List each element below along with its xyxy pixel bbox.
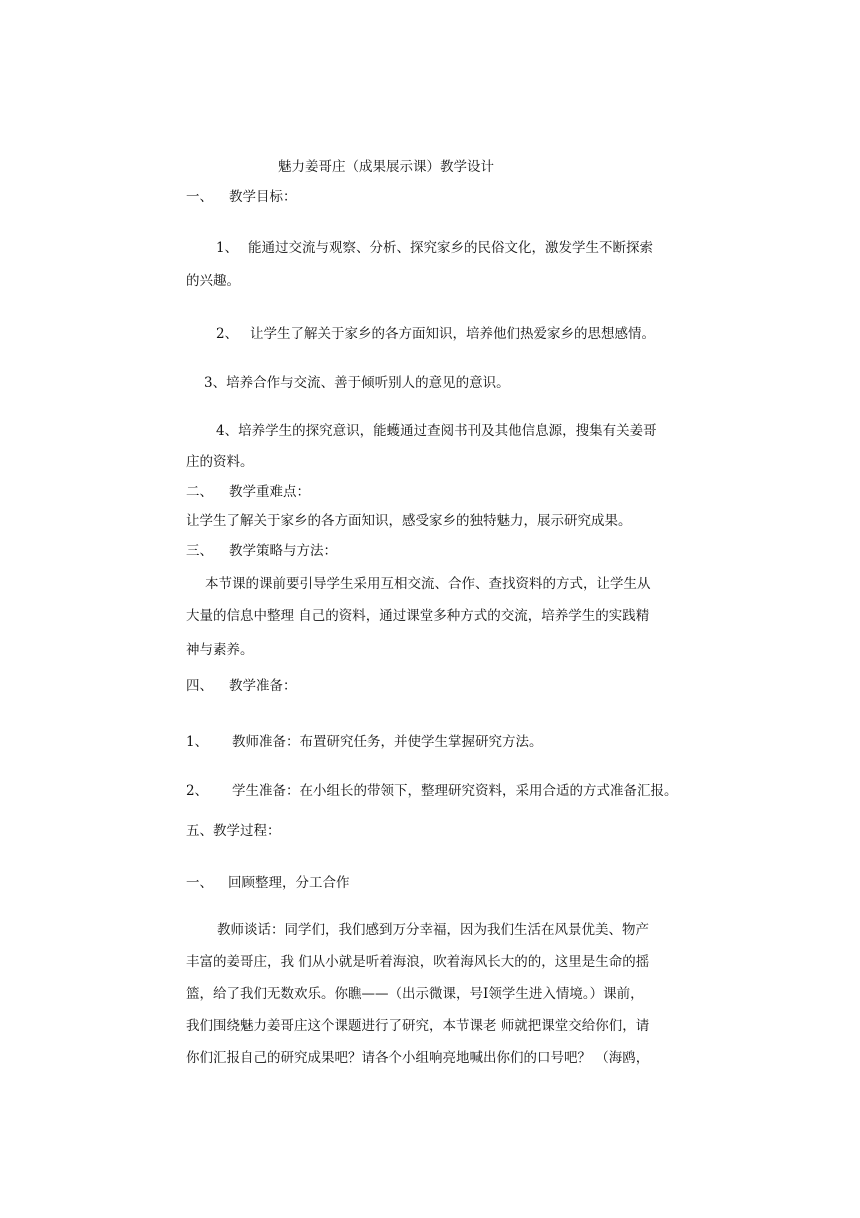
goal-item-2 [216, 325, 655, 343]
goal-item-4-cont: 庄的资料。 [186, 454, 254, 470]
strategy-line-2: 大量的信息中整理 自己的资料，通过课堂多种方式的交流，培养学生的实践精 [186, 608, 650, 624]
talk-line-1: 教师谈话：同学们，我们感到万分幸福，因为我们生活在风景优美、物产 [217, 922, 649, 938]
talk-line-3: 篮，给了我们无数欢乐。你瞧——（出示微课，号I领学生进入情境。）课前， [186, 986, 644, 1002]
strategy-line-1: 本节课的课前要引导学生采用互相交流、合作、查找资料的方式，让学生从 [205, 576, 651, 592]
prep-item-2 [186, 782, 678, 800]
section-label: 教学策略与方法： [229, 543, 337, 559]
prep-text: 学生准备：在小组长的带领下，整理研究资料，采用合适的方式准备汇报。 [232, 783, 678, 799]
goal-number: 1、 [216, 240, 239, 256]
section-label: 教学准备： [229, 678, 297, 694]
strategy-line-3: 神与素养。 [186, 642, 254, 658]
goal-number: 2、 [216, 326, 239, 342]
goal-item-4: 4、培养学生的探究意识，能蠖通过查阅书刊及其他信息源，搜集有关姜哥 [216, 423, 657, 439]
document-title: 魅力姜哥庄（成果展示课）教学设计 [278, 159, 494, 175]
section-heading-key-points [186, 483, 310, 501]
section-label: 回顾整理，分工合作 [228, 875, 350, 891]
section-number: 一、 [186, 875, 213, 891]
section-number: 三、 [186, 543, 213, 559]
section-heading-strategy [186, 542, 337, 560]
section-number: 一、 [186, 189, 213, 205]
prep-number: 2、 [186, 783, 209, 799]
section-number: 四、 [186, 678, 213, 694]
key-points-text: 让学生了解关于家乡的各方面知识，感受家乡的独特魅力，展示研究成果。 [186, 513, 632, 529]
goal-text: 能通过交流与观察、分析、探究家乡的民俗文化，激发学生不断探索 [248, 240, 653, 256]
subsection-heading-review [186, 874, 350, 892]
section-heading-process: 五、教学过程： [186, 823, 281, 839]
prep-item-1 [186, 733, 543, 751]
section-heading-prep [186, 677, 297, 695]
goal-item-1 [216, 239, 653, 257]
goal-text: 让学生了解关于家乡的各方面知识，培养他们热爱家乡的思想感情。 [250, 326, 655, 342]
prep-number: 1、 [186, 734, 209, 750]
goal-item-1-cont: 的兴趣。 [186, 273, 240, 289]
section-label: 教学重难点： [229, 484, 310, 500]
section-label: 教学目标： [229, 189, 297, 205]
talk-line-5: 你们汇报自己的研究成果吧？请各个小组响亮地喊出你们的口号吧？ （海鸥， [186, 1050, 650, 1066]
talk-line-2: 丰富的姜哥庄，我 们从小就是听着海浪，吹着海风长大的的，这里是生命的摇 [186, 954, 650, 970]
talk-line-4: 我们围绕魅力姜哥庄这个课题进行了研究，本节课老 师就把课堂交给你们，请 [186, 1018, 650, 1034]
section-heading-goals [186, 188, 297, 206]
section-number: 二、 [186, 484, 213, 500]
goal-item-3: 3、培养合作与交流、善于倾听别人的意见的意识。 [204, 375, 510, 391]
prep-text: 教师准备：布置研究任务，并使学生掌握研究方法。 [232, 734, 543, 750]
